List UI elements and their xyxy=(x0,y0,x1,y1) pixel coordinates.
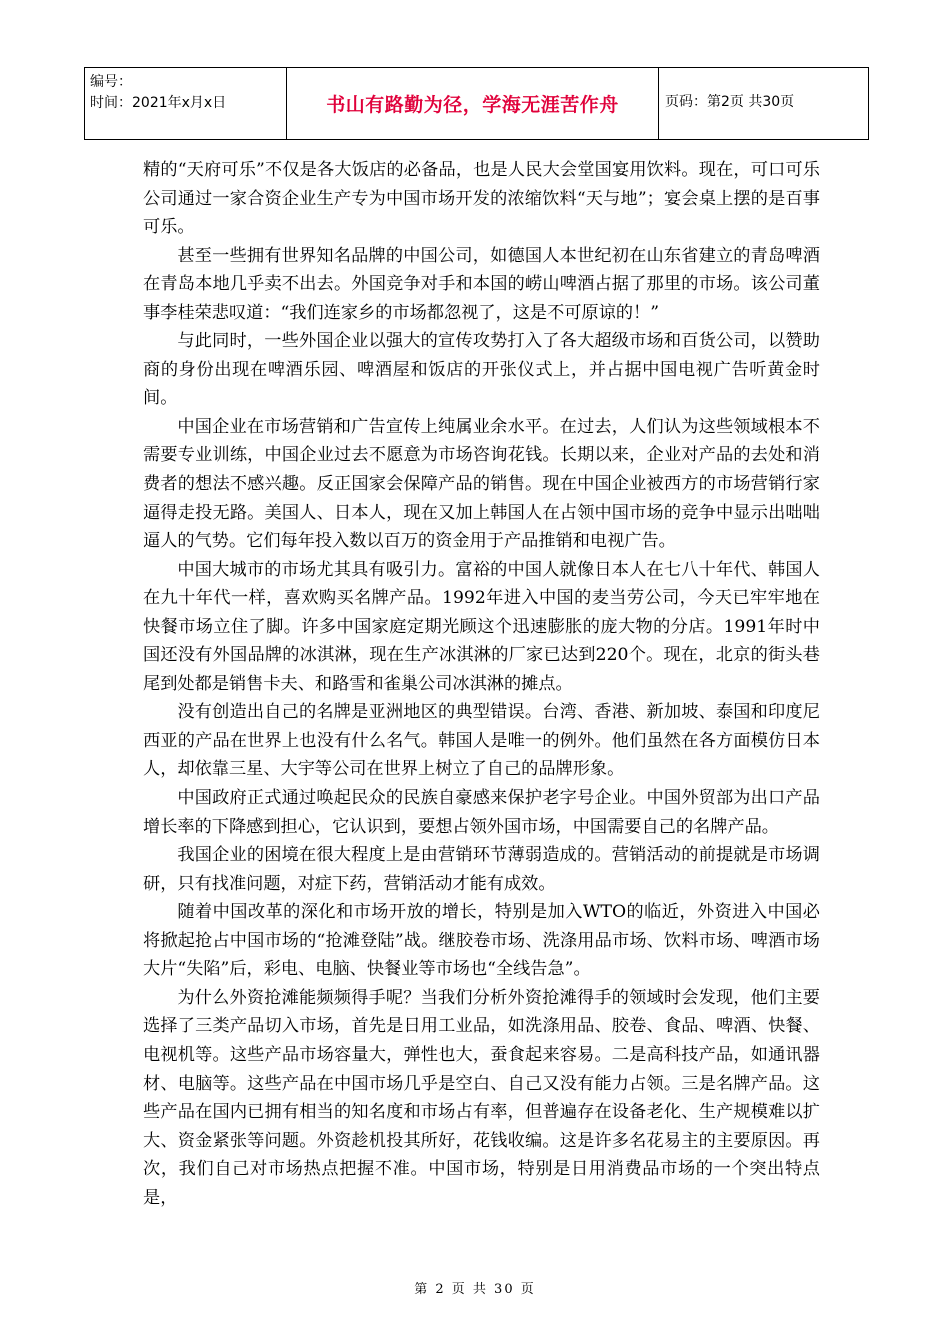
paragraph: 与此同时，一些外国企业以强大的宣传攻势打入了各大超级市场和百货公司，以赞助商的身份出现在啤酒乐园、啤酒屋和饭店的开张仪式上，并占据中国电视广告听黄金时间。 xyxy=(143,331,820,409)
document-time: 时间：2021年x月x日 xyxy=(90,95,227,111)
header-meta xyxy=(85,68,287,139)
document-number: 编号： xyxy=(90,74,132,90)
header-page-info: 页码：第2页 共30页 xyxy=(665,94,795,110)
paragraph: 为什么外资抢滩能频频得手呢？当我们分析外资抢滩得手的领域时会发现，他们主要选择了三类产品切入市场，首先是日用工业品，如洗涤用品、胶卷、食品、啤酒、快餐、电视机等。这些产品市场容量大，弹性也大，蚕食起来容易。二是高科技产品，如通讯器材、电脑等。这些产品在中国市场几乎是空白、自己又没有能力占领。三是名牌产品。这些产品在国内已拥有相当的知名度和市场占有率，但普遍存在设备老化、生产规模难以扩大、资金紧张等问题。外资趁机投其所好，花钱收编。这是许多名花易主的主要原因。再次，我们自己对市场热点把握不准。中国市场，特别是日用消费品市场的一个突出特点是， xyxy=(143,987,820,1208)
page-header xyxy=(84,67,869,140)
paragraph: 精的“天府可乐”不仅是各大饭店的必备品，也是人民大会堂国宴用饮料。现在，可口可乐公司通过一家合资企业生产专为中国市场开发的浓缩饮料“天与地”；宴会桌上摆的是百事可乐。 xyxy=(143,160,820,238)
document-body xyxy=(143,156,820,1212)
header-motto: 书山有路勤为径，学海无涯苦作舟 xyxy=(287,68,659,139)
paragraph: 我国企业的困境在很大程度上是由营销环节薄弱造成的。营销活动的前提就是市场调研，只有找准问题，对症下药，营销活动才能有成效。 xyxy=(143,845,820,894)
paragraph: 随着中国改革的深化和市场开放的增长，特别是加入WTO的临近，外资进入中国必将掀起抢占中国市场的“抢滩登陆”战。继胶卷市场、洗涤用品市场、饮料市场、啤酒市场大片“失陷”后，彩电、电脑、快餐业等市场也“全线告急”。 xyxy=(143,902,820,980)
page-footer: 第 2 页 共 30 页 xyxy=(414,1282,536,1297)
paragraph: 甚至一些拥有世界知名品牌的中国公司，如德国人本世纪初在山东省建立的青岛啤酒在青岛本地几乎卖不出去。外国竞争对手和本国的崂山啤酒占据了那里的市场。该公司董事李桂荣悲叹道：“我们连家乡的市场都忽视了，这是不可原谅的！” xyxy=(143,245,820,323)
paragraph: 没有创造出自己的名牌是亚洲地区的典型错误。台湾、香港、新加坡、泰国和印度尼西亚的产品在世界上也没有什么名气。韩国人是唯一的例外。他们虽然在各方面模仿日本人，却依靠三星、大宇等公司在世界上树立了自己的品牌形象。 xyxy=(143,702,820,780)
paragraph: 中国企业在市场营销和广告宣传上纯属业余水平。在过去，人们认为这些领域根本不需要专业训练，中国企业过去不愿意为市场咨询花钱。长期以来，企业对产品的去处和消费者的想法不感兴趣。反正国家会保障产品的销售。现在中国企业被西方的市场营销行家逼得走投无路。美国人、日本人，现在又加上韩国人在占领中国市场的竞争中显示出咄咄逼人的气势。它们每年投入数以百万的资金用于产品推销和电视广告。 xyxy=(143,416,820,552)
paragraph: 中国政府正式通过唤起民众的民族自豪感来保护老字号企业。中国外贸部为出口产品增长率的下降感到担心，它认识到，要想占领外国市场，中国需要自己的名牌产品。 xyxy=(143,788,820,837)
paragraph: 中国大城市的市场尤其具有吸引力。富裕的中国人就像日本人在七八十年代、韩国人在九十年代一样，喜欢购买名牌产品。1992年进入中国的麦当劳公司，今天已牢牢地在快餐市场立住了脚。许多中国家庭定期光顾这个迅速膨胀的庞大物的分店。1991年时中国还没有外国品牌的冰淇淋，现在生产冰淇淋的厂家已达到220个。现在，北京的街头巷尾到处都是销售卡夫、和路雪和雀巢公司冰淇淋的摊点。 xyxy=(143,559,820,694)
